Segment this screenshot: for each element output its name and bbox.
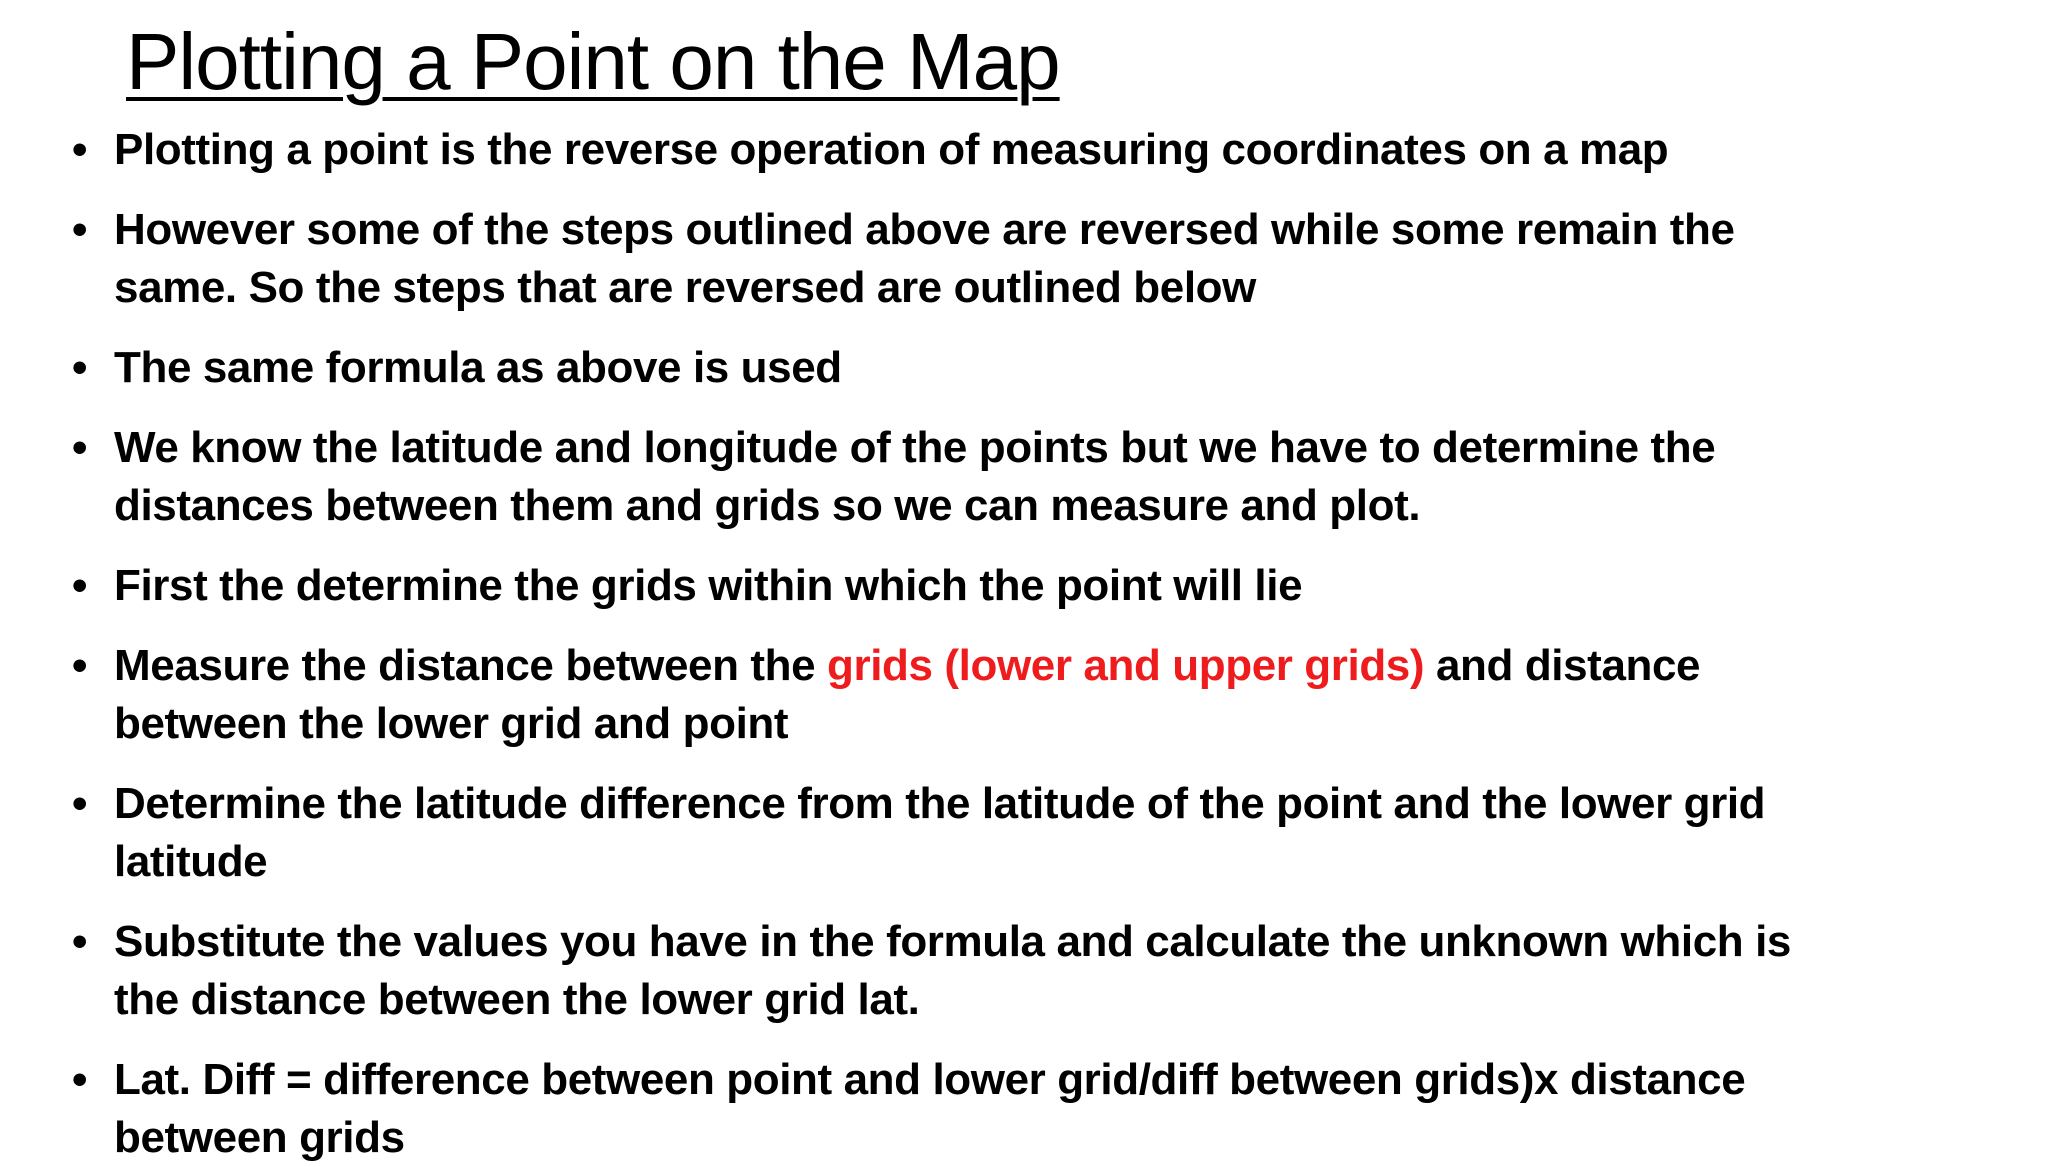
bullet-text — [114, 419, 2014, 535]
bullet-text — [114, 1051, 2014, 1167]
bullet-icon: • — [72, 205, 88, 254]
bullet-icon: • — [72, 641, 88, 690]
slide-title: Plotting a Point on the Map — [126, 17, 1060, 106]
bullet-line: Substitute the values you have in the formula and calculate the unknown which is — [114, 917, 1791, 966]
bullet-icon: • — [72, 125, 88, 174]
bullet-text-segment: Measure the distance between the — [114, 641, 828, 690]
bullet-line: latitude — [114, 837, 268, 886]
bullet-text — [114, 121, 2014, 179]
highlighted-text: grids (lower and upper grids) — [827, 641, 1425, 690]
bullet-icon: • — [72, 561, 88, 610]
bullet-text — [114, 913, 2014, 1029]
bullet-icon: • — [72, 343, 88, 392]
bullet-line: same. So the steps that are reversed are outlined below — [114, 263, 1256, 312]
bullet-line — [114, 637, 2014, 695]
bullet-line: The same formula as above is used — [114, 343, 842, 392]
bullet-text — [114, 201, 2014, 317]
bullet-line: distances between them and grids so we can measure and plot. — [114, 481, 1421, 530]
bullet-line: First the determine the grids within which the point will lie — [114, 561, 1303, 610]
bullet-text — [114, 557, 2014, 615]
bullet-icon: • — [72, 779, 88, 828]
bullet-line: We know the latitude and longitude of the points but we have to determine the — [114, 423, 1716, 472]
bullet-line: Lat. Diff = difference between point and lower grid/diff between grids)x distance — [114, 1055, 1746, 1104]
bullet-icon: • — [72, 423, 88, 472]
bullet-line: between the lower grid and point — [114, 699, 789, 748]
bullet-icon: • — [72, 917, 88, 966]
bullet-line: the distance between the lower grid lat. — [114, 975, 920, 1024]
bullet-text — [114, 339, 2014, 397]
bullet-line: Determine the latitude difference from the latitude of the point and the lower grid — [114, 779, 1766, 828]
bullet-line: between grids — [114, 1113, 405, 1162]
bullet-text-segment: and distance — [1424, 641, 1701, 690]
bullet-text — [114, 775, 2014, 891]
bullet-text — [114, 637, 2014, 753]
bullet-line: However some of the steps outlined above are reversed while some remain the — [114, 205, 1735, 254]
bullet-line: Plotting a point is the reverse operation of measuring coordinates on a map — [114, 125, 1669, 174]
bullet-icon: • — [72, 1055, 88, 1104]
